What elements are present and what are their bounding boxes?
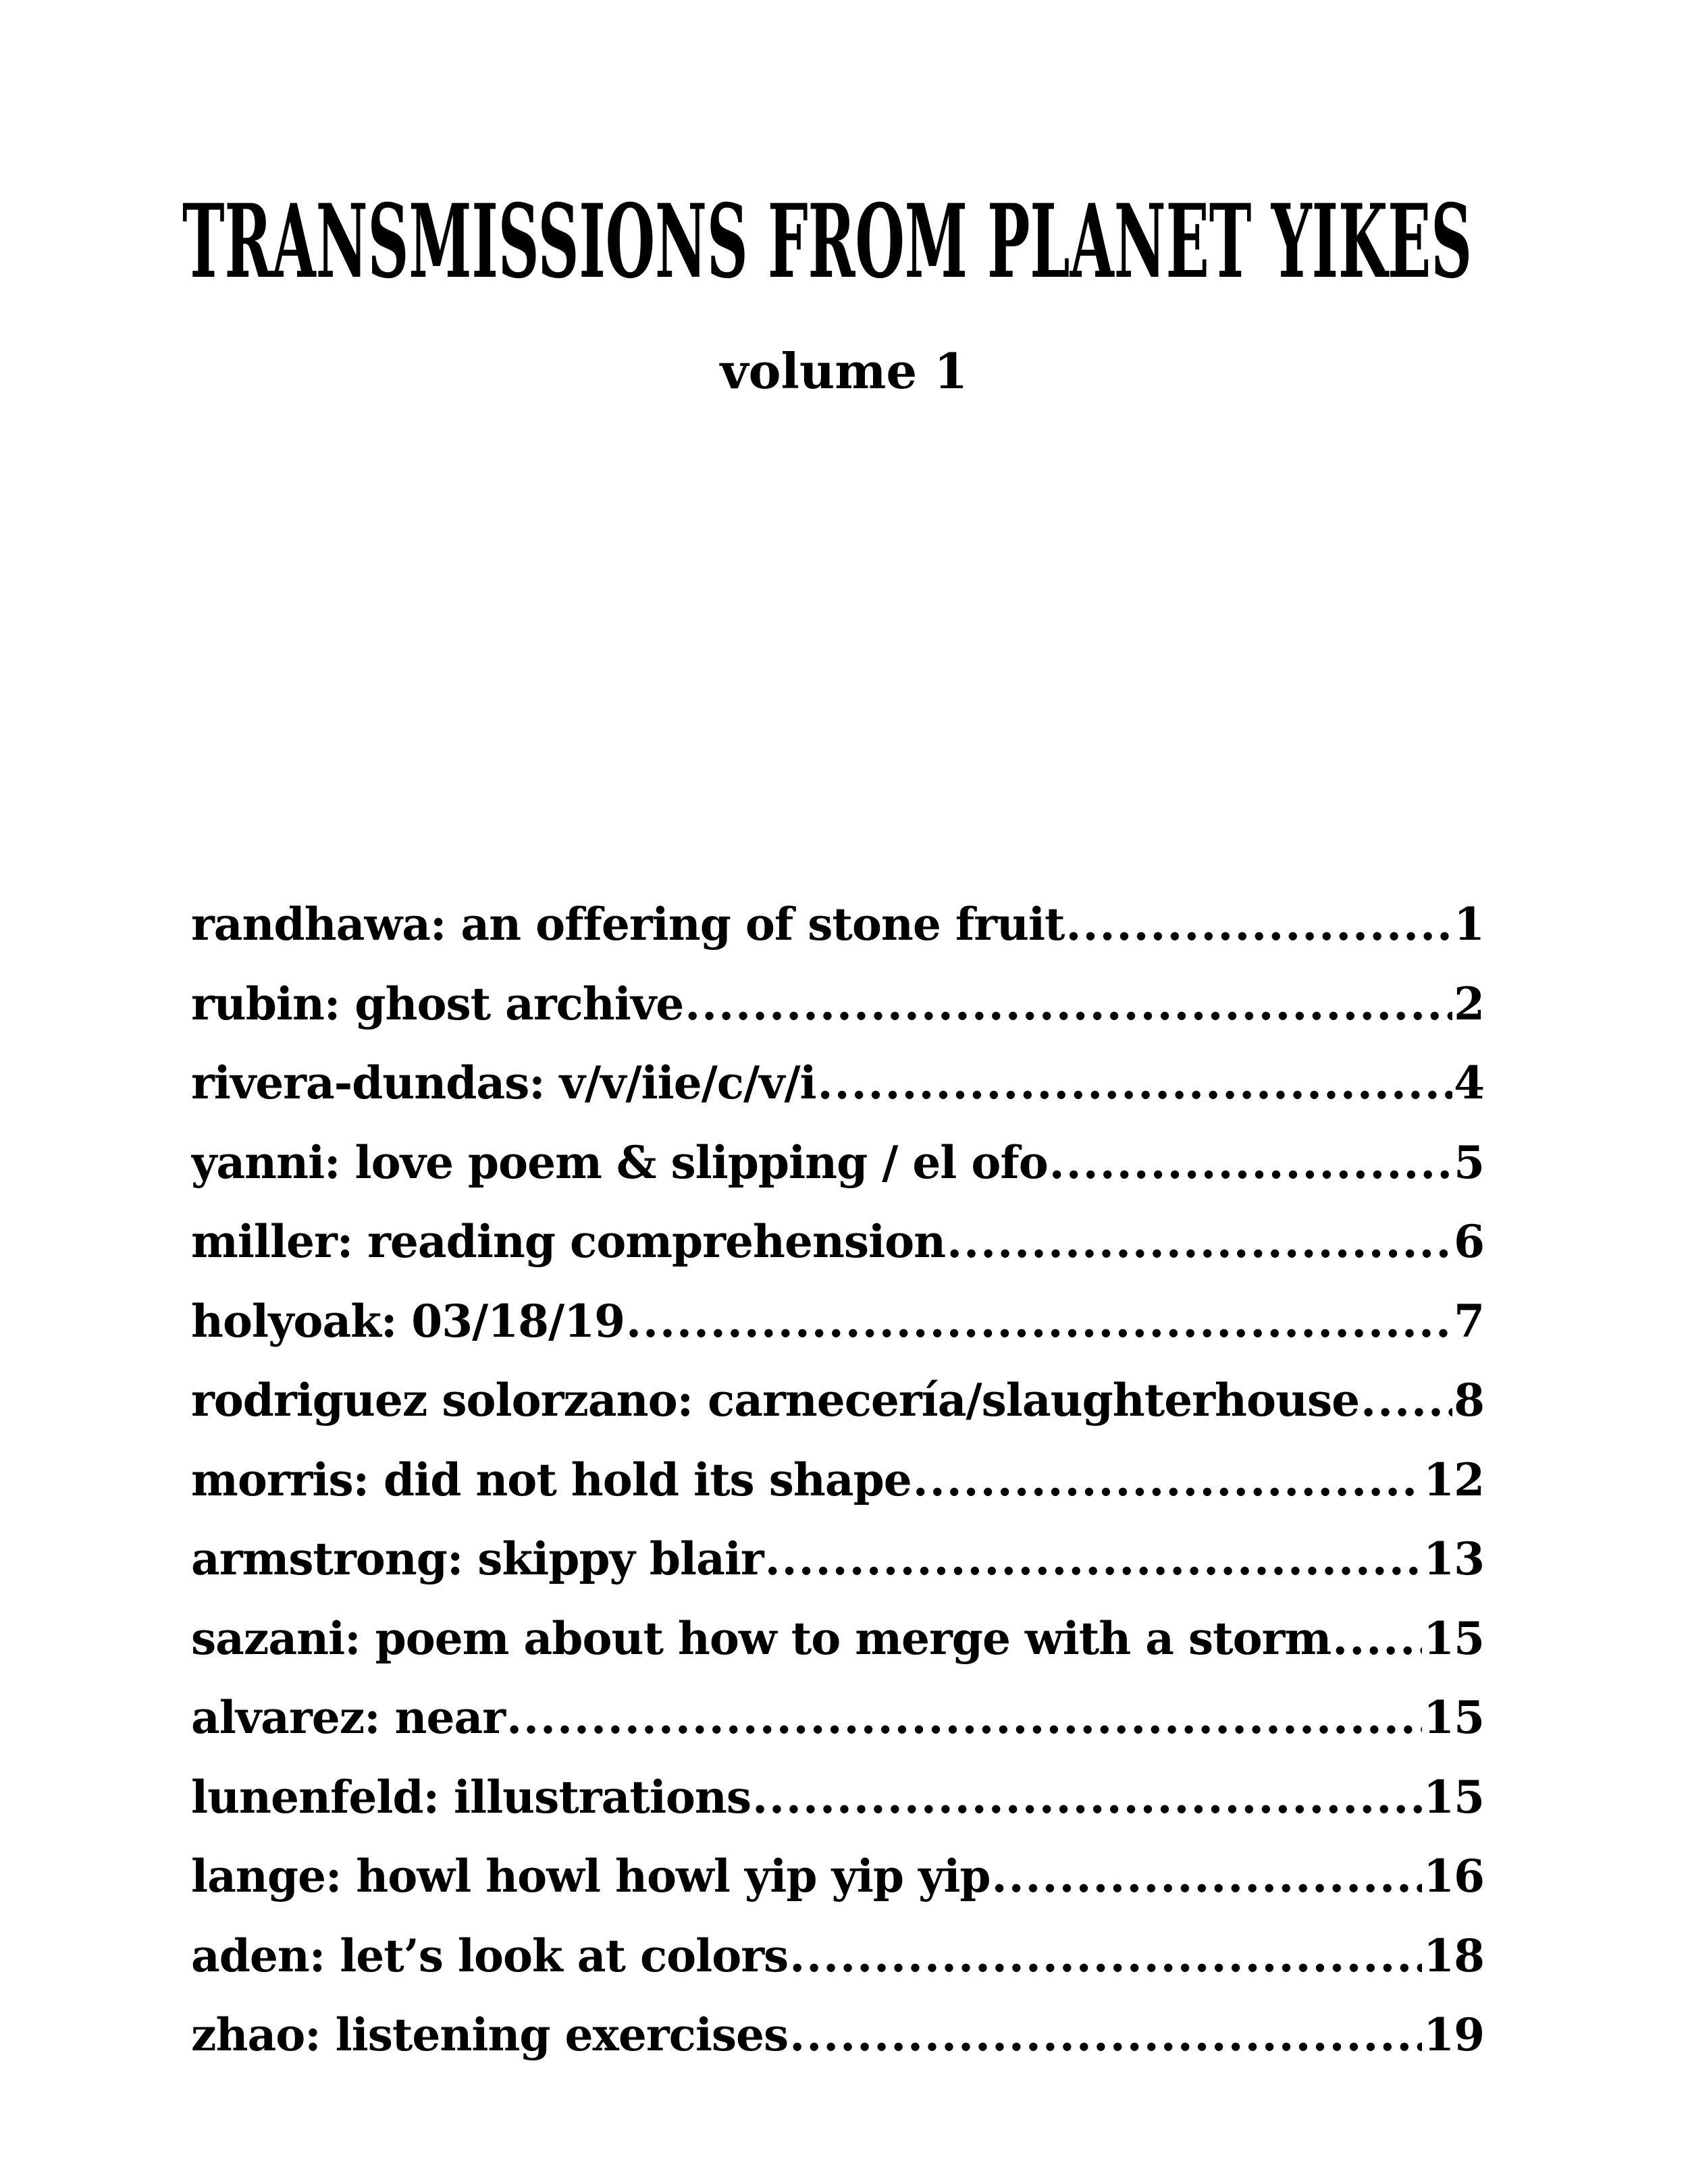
toc-entry-title: rodriguez solorzano: carnecería/slaughterhouse bbox=[191, 1374, 1360, 1427]
toc-dot-leader bbox=[1361, 1374, 1452, 1427]
toc-page-number: 12 bbox=[1423, 1453, 1484, 1506]
toc-entry bbox=[191, 1850, 1484, 1929]
table-of-contents bbox=[191, 898, 1484, 2088]
toc-entry-title: aden: let’s look at colors bbox=[191, 1929, 789, 1982]
toc-entry bbox=[191, 1771, 1484, 1850]
toc-dot-leader bbox=[685, 978, 1452, 1030]
toc-page-number: 13 bbox=[1423, 1533, 1484, 1585]
toc-dot-leader bbox=[947, 1215, 1452, 1268]
toc-entry bbox=[191, 1374, 1484, 1454]
toc-dot-leader bbox=[1066, 898, 1453, 951]
toc-entry bbox=[191, 1929, 1484, 2009]
toc-dot-leader bbox=[789, 2008, 1422, 2061]
toc-page-number: 15 bbox=[1423, 1770, 1484, 1823]
toc-dot-leader bbox=[913, 1454, 1422, 1506]
toc-entry-title: miller: reading comprehension bbox=[191, 1215, 946, 1268]
document-title-text: TRANSMISSIONS FROM PLANET YIKES bbox=[182, 182, 1472, 301]
toc-dot-leader bbox=[1332, 1612, 1422, 1665]
toc-dot-leader bbox=[626, 1295, 1452, 1348]
toc-entry bbox=[191, 978, 1484, 1057]
toc-entry-title: armstrong: skippy blair bbox=[191, 1533, 764, 1585]
toc-page-number: 2 bbox=[1454, 977, 1484, 1030]
toc-entry bbox=[191, 898, 1484, 978]
toc-entry-title: sazani: poem about how to merge with a storm bbox=[191, 1612, 1331, 1665]
toc-entry-title: yanni: love poem & slipping / el ofo bbox=[191, 1136, 1048, 1189]
toc-entry-title: morris: did not hold its shape bbox=[191, 1453, 912, 1506]
toc-entry-title: zhao: listening exercises bbox=[191, 2008, 789, 2061]
toc-page-number: 5 bbox=[1454, 1136, 1484, 1189]
toc-page-number: 6 bbox=[1454, 1215, 1484, 1268]
toc-page-number: 16 bbox=[1423, 1850, 1484, 1902]
toc-dot-leader bbox=[752, 1771, 1422, 1823]
toc-entry-title: holyoak: 03/18/19 bbox=[191, 1294, 625, 1348]
document-title bbox=[182, 176, 1492, 331]
toc-page-number: 8 bbox=[1454, 1374, 1484, 1427]
toc-entry bbox=[191, 1057, 1484, 1136]
toc-dot-leader bbox=[992, 1850, 1423, 1902]
toc-page-number: 18 bbox=[1423, 1929, 1484, 1982]
toc-dot-leader bbox=[1049, 1136, 1452, 1189]
toc-dot-leader bbox=[818, 1057, 1452, 1109]
toc-entry bbox=[191, 1454, 1484, 1533]
toc-entry bbox=[191, 1295, 1484, 1375]
toc-page-number: 19 bbox=[1423, 2008, 1484, 2061]
toc-page-number: 15 bbox=[1423, 1612, 1484, 1665]
toc-entry bbox=[191, 1215, 1484, 1295]
toc-entry-title: lunenfeld: illustrations bbox=[191, 1770, 751, 1823]
toc-entry bbox=[191, 1533, 1484, 1612]
toc-entry bbox=[191, 1612, 1484, 1692]
toc-entry bbox=[191, 1691, 1484, 1771]
toc-dot-leader bbox=[506, 1691, 1422, 1744]
toc-page-number: 15 bbox=[1423, 1691, 1484, 1744]
toc-entry-title: rivera-dundas: v/v/iie/c/v/i bbox=[191, 1057, 816, 1109]
toc-entry-title: lange: howl howl howl yip yip yip bbox=[191, 1850, 991, 1902]
toc-page-number: 1 bbox=[1454, 898, 1484, 951]
toc-page-number: 7 bbox=[1454, 1294, 1484, 1348]
toc-entry-title: randhawa: an offering of stone fruit bbox=[191, 898, 1065, 951]
toc-page-number: 4 bbox=[1454, 1057, 1484, 1109]
volume-subtitle: volume 1 bbox=[720, 342, 968, 400]
toc-entry-title: rubin: ghost archive bbox=[191, 977, 684, 1030]
toc-entry bbox=[191, 1136, 1484, 1216]
toc-dot-leader bbox=[789, 1929, 1422, 1982]
toc-dot-leader bbox=[765, 1533, 1422, 1585]
toc-entry-title: alvarez: near bbox=[191, 1691, 506, 1744]
toc-entry bbox=[191, 2008, 1484, 2088]
